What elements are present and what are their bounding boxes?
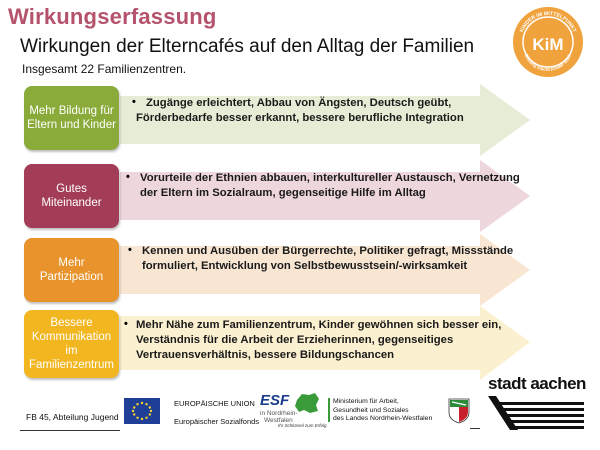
nrw-coat-of-arms-icon bbox=[448, 398, 470, 424]
nrw-map-icon bbox=[294, 392, 320, 414]
bullet: • bbox=[124, 318, 128, 330]
effect-line: Zugänge erleichtert, Abbau von Ängsten, Deutsch geübt, bbox=[146, 97, 452, 109]
eu-flag-icon bbox=[124, 398, 160, 424]
divider-tick bbox=[470, 428, 480, 429]
effect-line: Förderbedarfe besser erkannt, bessere berufliche Integration bbox=[136, 112, 464, 124]
effect-text bbox=[140, 171, 520, 201]
effect-row-communication bbox=[20, 306, 540, 380]
ministry-mark bbox=[328, 398, 330, 422]
effect-text bbox=[142, 244, 522, 274]
effect-label: Bessere Kommunikation im Familienzentrum bbox=[24, 310, 119, 378]
bullet: • bbox=[126, 171, 130, 183]
footer-line bbox=[20, 430, 120, 431]
esf-mark: ESF bbox=[260, 392, 290, 409]
effect-line: Vertrauensverhältnis, bessere Bildungschancen bbox=[136, 349, 395, 361]
esf-sub-2: Westfalen bbox=[264, 417, 293, 424]
city-stripes-icon bbox=[488, 396, 584, 430]
effect-label: Mehr Partizipation bbox=[24, 238, 119, 302]
city-name: stadt aachen bbox=[488, 374, 586, 393]
ministry-text bbox=[333, 398, 432, 424]
bullet: • bbox=[132, 96, 136, 108]
effect-row-participation bbox=[20, 234, 540, 306]
effect-line: Mehr Nähe zum Familienzentrum, Kinder gewöhnen sich besser ein, bbox=[136, 319, 502, 331]
eu-subtitle: Europäischer Sozialfonds bbox=[174, 417, 260, 426]
esf-tagline: Ihr Schlüssel zum Erfolg bbox=[278, 423, 327, 428]
city-logo bbox=[488, 374, 584, 432]
bullet: • bbox=[128, 244, 132, 256]
page-subtitle: Wirkungen der Elterncafés auf den Alltag der Familien bbox=[20, 36, 475, 57]
ministry-line: Ministerium für Arbeit, bbox=[333, 398, 399, 405]
effect-text bbox=[136, 318, 526, 363]
effect-line: Vorurteile der Ethnien abbauen, interkultureller Austausch, Vernetzung bbox=[140, 172, 520, 184]
effect-line: Verständnis für die Arbeit der Erzieherinnen, gegenseitiges bbox=[136, 334, 454, 346]
effect-label: Gutes Miteinander bbox=[24, 164, 119, 228]
esf-sub-1: in Nordrhein- bbox=[260, 410, 298, 417]
effect-line: Kennen und Ausüben der Bürgerrechte, Politiker gefragt, Missstände bbox=[142, 245, 514, 257]
kim-logo-mark: KiM bbox=[532, 35, 564, 54]
ministry-line: des Landes Nordrhein-Westfalen bbox=[333, 415, 433, 422]
effect-line: formuliert, Entwicklung von Selbstbewusstsein/-wirksamkeit bbox=[142, 260, 468, 272]
effect-text bbox=[136, 96, 496, 126]
effect-row-education bbox=[20, 84, 540, 156]
kim-logo-top-text: KINDER IM MITTELPUNKT bbox=[519, 10, 577, 34]
page-title: Wirkungserfassung bbox=[8, 4, 217, 29]
page-note: Insgesamt 22 Familienzentren. bbox=[22, 62, 187, 76]
effect-line: der Eltern im Sozialraum, gegenseitige Hilfe im Alltag bbox=[140, 187, 426, 199]
esf-logo bbox=[256, 392, 326, 430]
ministry-line: Gesundheit und Soziales bbox=[333, 406, 409, 414]
kim-logo-bottom-text: Bildung macht Kinder stark bbox=[523, 53, 573, 73]
department-label: FB 45, Abteilung Jugend bbox=[26, 412, 119, 422]
effect-row-togetherness bbox=[20, 160, 540, 232]
effect-label: Mehr Bildung für Eltern und Kinder bbox=[24, 86, 119, 150]
kim-logo bbox=[512, 6, 584, 78]
eu-title: EUROPÄISCHE UNION bbox=[174, 399, 255, 408]
